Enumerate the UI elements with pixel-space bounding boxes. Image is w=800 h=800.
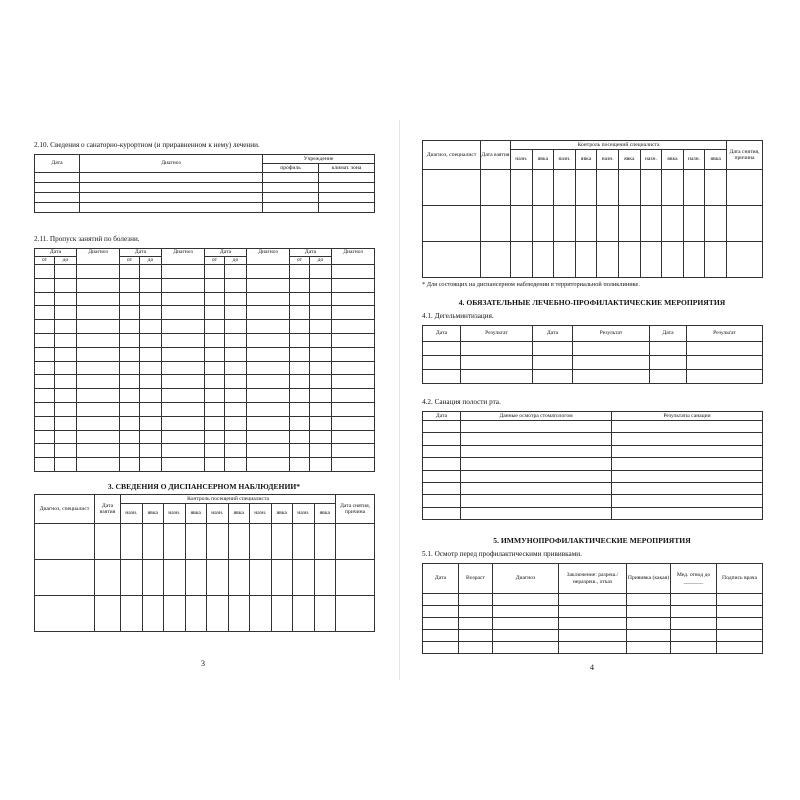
table-row xyxy=(35,306,375,320)
table-row xyxy=(35,265,375,279)
col-diagnosis: Диагноз xyxy=(493,564,559,594)
col-appointed: назн. xyxy=(511,150,533,170)
col-date: Дата xyxy=(35,249,77,257)
table-row xyxy=(423,594,763,606)
table-row xyxy=(35,203,375,213)
col-conclusion: Заключение: разреш./неразреш., отказ xyxy=(559,564,627,594)
col-appointed: назн. xyxy=(683,150,705,170)
col-diagnosis-specialist: Диагноз, специалист xyxy=(35,495,95,524)
col-institution: Учреждение xyxy=(263,155,375,164)
col-appointed: назн. xyxy=(121,504,143,524)
col-appointed: назн. xyxy=(207,504,229,524)
table-row xyxy=(423,206,763,242)
col-diagnosis: Диагноз xyxy=(162,249,205,265)
col-visit: явка xyxy=(142,504,164,524)
col-from: от xyxy=(120,257,140,265)
section-2-10-title: 2.10. Сведения о санаторно-курортном (и приравненном к нему) лечении. xyxy=(34,141,260,149)
table-row xyxy=(423,618,763,630)
col-visit: явка xyxy=(705,150,727,170)
table-row xyxy=(35,333,375,347)
table-row xyxy=(35,193,375,203)
table-row xyxy=(35,375,375,389)
col-visit: явка xyxy=(271,504,293,524)
col-appointed: назн. xyxy=(597,150,619,170)
col-diagnosis-specialist: Диагноз, специалист xyxy=(423,141,481,170)
page-number: 4 xyxy=(590,663,594,672)
col-date-removed: Дата снятия, причина xyxy=(727,141,763,170)
table-row xyxy=(423,242,763,278)
section-4-2-title: 4.2. Санация полости рта. xyxy=(422,398,501,406)
col-visit: явка xyxy=(618,150,640,170)
col-appointed: назн. xyxy=(293,504,315,524)
col-date-taken: Дата взятия xyxy=(481,141,511,170)
col-dentist-exam: Данные осмотра стоматологом xyxy=(461,412,612,421)
deworming-table xyxy=(422,325,763,384)
table-row xyxy=(423,170,763,206)
table-row xyxy=(35,416,375,430)
section-2-11-title: 2.11. Пропуск занятий по болезни. xyxy=(34,235,140,243)
table-row xyxy=(423,470,763,482)
col-visit: явка xyxy=(532,150,554,170)
col-doctor-signature: Подпись врача xyxy=(717,564,763,594)
col-diagnosis: Диагноз xyxy=(332,249,375,265)
col-sanation-results: Результаты санации xyxy=(612,412,763,421)
col-date: Дата xyxy=(35,155,80,173)
col-date: Дата xyxy=(205,249,247,257)
table-row xyxy=(35,320,375,334)
table-row xyxy=(423,342,763,356)
col-diagnosis: Диагноз xyxy=(247,249,290,265)
table-row xyxy=(35,596,375,632)
col-date: Дата xyxy=(423,326,461,342)
col-to: до xyxy=(225,257,247,265)
table-row xyxy=(35,430,375,444)
table-row xyxy=(423,507,763,519)
col-appointed: назн. xyxy=(640,150,662,170)
table-row xyxy=(35,560,375,596)
col-date: Дата xyxy=(423,412,461,421)
col-medical-exemption: Мед. отвод до _______ xyxy=(671,564,717,594)
table-row xyxy=(35,444,375,458)
section-4-1-title: 4.1. Дегельминтизация. xyxy=(422,312,494,320)
table-row xyxy=(423,630,763,642)
table-row xyxy=(35,292,375,306)
table-row xyxy=(35,389,375,403)
col-date: Дата xyxy=(290,249,332,257)
table-row xyxy=(423,495,763,507)
col-visit: явка xyxy=(228,504,250,524)
col-date: Дата xyxy=(533,326,573,342)
col-result: Результат xyxy=(461,326,533,342)
col-visit-control: Контроль посещений специалиста xyxy=(511,141,727,150)
col-result: Результат xyxy=(687,326,763,342)
table-row xyxy=(423,356,763,370)
col-appointed: назн. xyxy=(250,504,272,524)
section-5-title: 5. ИММУНОПРОФИЛАКТИЧЕСКИЕ МЕРОПРИЯТИЯ xyxy=(493,536,691,545)
table-row xyxy=(423,421,763,433)
table-row xyxy=(35,347,375,361)
col-date-taken: Дата взятия xyxy=(95,495,121,524)
table-row xyxy=(423,445,763,457)
col-date: Дата xyxy=(423,564,459,594)
page-number: 3 xyxy=(201,659,205,668)
col-from: от xyxy=(290,257,310,265)
page-4 xyxy=(400,0,800,800)
oral-sanation-table xyxy=(422,411,763,520)
table-row xyxy=(423,370,763,384)
table-row xyxy=(423,458,763,470)
table-row xyxy=(35,524,375,560)
table-row xyxy=(423,433,763,445)
table-row xyxy=(35,173,375,183)
table-row xyxy=(423,482,763,494)
table-row xyxy=(423,642,763,654)
table-row xyxy=(423,606,763,618)
vaccination-exam-table xyxy=(422,563,763,654)
table-row xyxy=(35,278,375,292)
col-visit-control: Контроль посещений специалиста xyxy=(121,495,336,504)
col-date: Дата xyxy=(650,326,687,342)
col-visit: явка xyxy=(575,150,597,170)
col-to: до xyxy=(310,257,332,265)
col-date: Дата xyxy=(120,249,162,257)
section-4-title: 4. ОБЯЗАТЕЛЬНЫЕ ЛЕЧЕБНО-ПРОФИЛАКТИЧЕСКИЕ МЕРОПРИЯТИЯ xyxy=(458,298,726,307)
col-to: до xyxy=(55,257,77,265)
col-climate-zone: климат. зона xyxy=(319,164,375,173)
col-date-removed: Дата снятия, причина xyxy=(336,495,375,524)
col-vaccine: Прививка (какая) xyxy=(627,564,671,594)
col-appointed: назн. xyxy=(164,504,186,524)
table-row xyxy=(35,458,375,472)
sick-leave-table xyxy=(34,248,375,472)
col-to: до xyxy=(140,257,162,265)
col-visit: явка xyxy=(662,150,684,170)
section-5-1-title: 5.1. Осмотр перед профилактическими прививками. xyxy=(422,550,582,558)
sanatorium-table xyxy=(34,154,375,213)
col-diagnosis: Диагноз xyxy=(80,155,263,173)
col-visit: явка xyxy=(185,504,207,524)
dispensary-table-continued xyxy=(422,140,763,278)
table-row xyxy=(35,183,375,193)
col-visit: явка xyxy=(314,504,336,524)
col-age: Возраст xyxy=(459,564,493,594)
table-row xyxy=(35,361,375,375)
col-diagnosis: Диагноз xyxy=(77,249,120,265)
table-row xyxy=(35,402,375,416)
col-appointed: назн. xyxy=(554,150,576,170)
footnote: * Для состоящих на диспансерном наблюдении в территориальной поликлинике. xyxy=(422,281,640,288)
col-result: Результат xyxy=(573,326,650,342)
col-profile: профиль xyxy=(263,164,319,173)
section-3-title: 3. СВЕДЕНИЯ О ДИСПАНСЕРНОМ НАБЛЮДЕНИИ* xyxy=(107,482,301,491)
col-from: от xyxy=(35,257,55,265)
col-from: от xyxy=(205,257,225,265)
dispensary-table xyxy=(34,494,375,632)
